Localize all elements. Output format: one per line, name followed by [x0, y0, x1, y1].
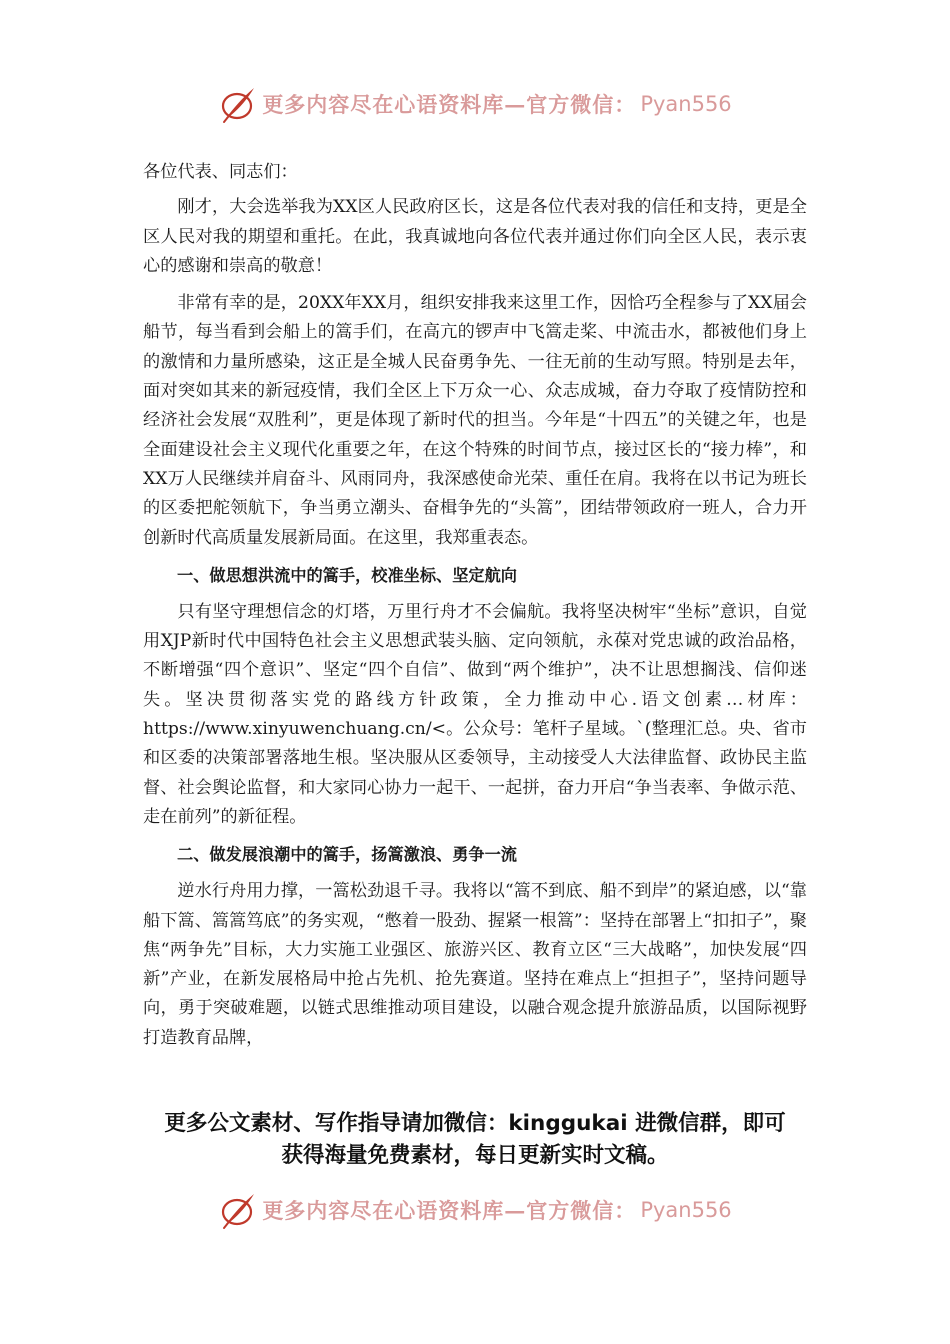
intro-paragraph-2: 非常有幸的是，20XX年XX月，组织安排我来这里工作，因恰巧全程参与了XX届会船节，每当看到会船上的篙手们，在高亢的锣声中飞篙走桨、中流击水，都被他们身上的激情和力量所感染，这正是全城人民奋勇争先、一往无前的生动写照。特别是去年，面对突如其来的新冠疫情，我们全区上下万众一心、众志成城，奋力夺取了疫情防控和经济社会发展“双胜利”，更是体现了新时代的担当。今年是“十四五”的关键之年，也是全面建设社会主义现代化重要之年，在这个特殊的时间节点，接过区长的“接力棒”，和XX万人民继续并肩奋斗、风雨同舟，我深感使命光荣、重任在肩。我将在以书记为班长的区委把舵领航下，争当勇立潮头、奋楫争先的“头篙”，团结带领政府一班人，合力开创新时代高质量发展新局面。在这里，我郑重表态。	[143, 293, 807, 548]
banner-text: 更多内容尽在心语资料库—官方微信：	[262, 92, 637, 117]
banner-wechat-id: Pyan556	[640, 1198, 732, 1222]
promo-line-2: 获得海量免费素材，每日更新实时文稿。	[281, 1143, 669, 1168]
section-1-heading: 一、做思想洪流中的篙手，校准坐标、坚定航向	[177, 565, 517, 585]
banner-text: 更多内容尽在心语资料库—官方微信：	[262, 1198, 637, 1223]
salutation: 各位代表、同志们：	[143, 162, 298, 182]
header-banner	[0, 82, 950, 126]
section-2-body: 逆水行舟用力撑，一篙松劲退千寻。我将以“篙不到底、船不到岸”的紧迫感，以“靠船下篙、篙篙笃底”的务实观，“憋着一股劲、握紧一根篙”：坚持在部署上“扣扣子”，聚焦“两争先”目标，大力实施工业强区、旅游兴区、教育立区“三大战略”，加快发展“四新”产业，在新发展格局中抢占先机、抢先赛道。坚持在难点上“担担子”，坚持问题导向，勇于突破难题，以链式思维推动项目建设，以融合观念提升旅游品质，以国际视野打造教育品牌，	[143, 881, 807, 1048]
quill-pen-logo-icon	[218, 1190, 258, 1230]
quill-pen-logo-icon	[218, 84, 258, 124]
footer-banner	[0, 1188, 950, 1232]
promo-block	[0, 1108, 950, 1172]
section-1-body: 只有坚守理想信念的灯塔，万里行舟才不会偏航。我将坚决树牢“坐标”意识，自觉用XJP新时代中国特色社会主义思想武装头脑、定向领航，永葆对党忠诚的政治品格，不断增强“四个意识”、坚定“四个自信”、做到“两个维护”，决不让思想搁浅、信仰迷失。坚决贯彻落实党的路线方针政策，全力推动中心.语文创素…材库：https://www.xinyuwenchuang.cn/<。公众号：笔杆子星域。`(整理汇总。央、省市和区委的决策部署落地生根。坚决服从区委领导，主动接受人大法律监督、政协民主监督、社会舆论监督，和大家同心协力一起干、一起拼，奋力开启“争当表率、争做示范、走在前列”的新征程。	[143, 601, 807, 827]
intro-paragraph-1: 刚才，大会选举我为XX区人民政府区长，这是各位代表对我的信任和支持，更是全区人民对我的期望和重托。在此，我真诚地向各位代表并通过你们向全区人民，表示衷心的感谢和崇高的敬意！	[143, 197, 807, 276]
section-2-heading: 二、做发展浪潮中的篙手，扬篙激浪、勇争一流	[177, 845, 517, 865]
document-body	[143, 158, 807, 1061]
promo-line-1: 更多公文素材、写作指导请加微信：kinggukai 进微信群，即可	[164, 1111, 786, 1136]
banner-wechat-id: Pyan556	[640, 92, 732, 116]
